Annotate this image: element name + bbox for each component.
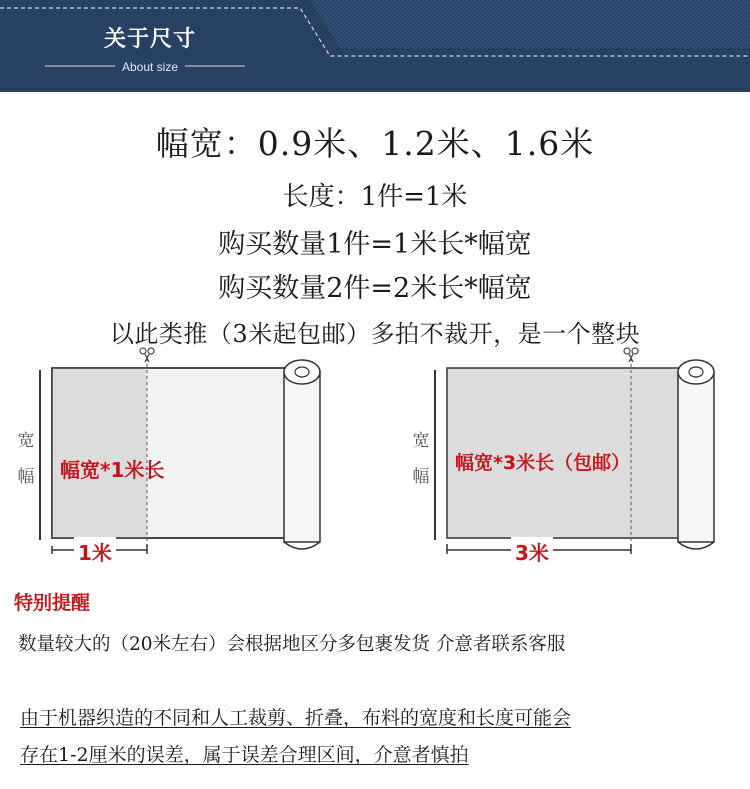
quantity-rule-2: 购买数量2件=2米长*幅宽 [218,273,532,304]
fabric-diagram-1m [0,344,375,574]
cut-size-label: 幅宽*3米长（包邮） [455,452,631,474]
banner-subtitle: About size [121,60,179,74]
width-label-bottom: 幅 [17,467,35,487]
width-label-bottom: 幅 [412,467,430,487]
length-definition: 长度：1件=1米 [282,182,468,212]
cut-size-label: 幅宽*1米长 [60,458,165,482]
shipping-note: 以此类推（3米起包邮）多拍不裁开，是一个整块 [109,320,641,348]
width-options: 幅宽：0.9米、1.2米、1.6米 [155,124,595,163]
measure-label: 1米 [74,537,116,566]
header-banner [0,0,750,92]
notice-title: 特别提醒 [14,592,91,614]
width-label-top: 宽 [412,431,430,451]
fabric-roll-illustration [0,344,375,574]
banner-title: 关于尺寸 [103,27,196,52]
notice-shipping: 数量较大的（20米左右）会根据地区分多包裹发货 介意者联系客服 [18,634,566,655]
notice-tolerance-line-2: 存在1-2厘米的误差，属于误差合理区间，介意者慎拍 [20,744,469,766]
measure-label: 3米 [511,537,553,566]
width-label-top: 宽 [17,431,35,451]
notice-tolerance-line-1: 由于机器织造的不同和人工裁剪、折叠，布料的宽度和长度可能会 [20,707,572,729]
fabric-diagram-3m [375,344,750,574]
quantity-rule-1: 购买数量1件=1米长*幅宽 [218,229,532,260]
